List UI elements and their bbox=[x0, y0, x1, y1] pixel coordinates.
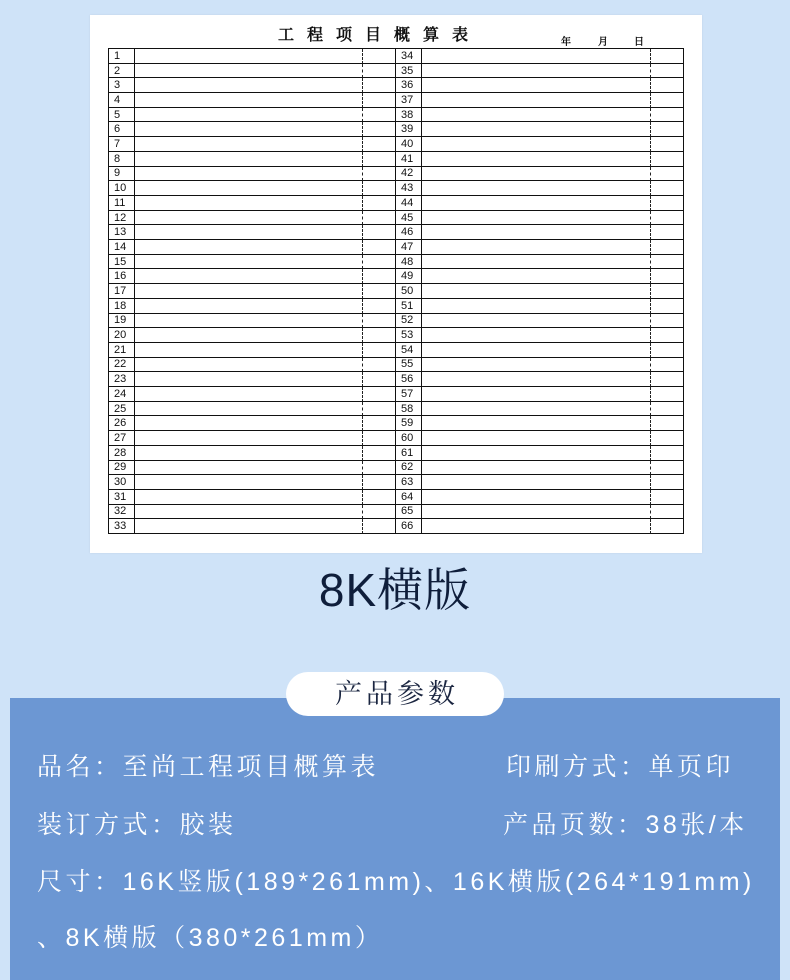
row-number: 64 bbox=[396, 490, 422, 505]
entry-cell bbox=[135, 314, 363, 329]
amount-cell bbox=[651, 284, 684, 299]
date-day-label: 日 bbox=[634, 37, 644, 48]
entry-cell bbox=[422, 461, 651, 476]
entry-cell bbox=[422, 152, 651, 167]
amount-cell bbox=[651, 490, 684, 505]
param-size-line-2: 、8K横版（380*261mm） bbox=[37, 924, 384, 952]
entry-cell bbox=[422, 372, 651, 387]
entry-cell bbox=[422, 358, 651, 373]
row-number: 20 bbox=[109, 328, 135, 343]
amount-cell bbox=[651, 505, 684, 520]
entry-cell bbox=[422, 64, 651, 79]
row-number: 28 bbox=[109, 446, 135, 461]
amount-cell bbox=[363, 64, 396, 79]
amount-cell bbox=[363, 505, 396, 520]
entry-cell bbox=[422, 490, 651, 505]
amount-cell bbox=[363, 108, 396, 123]
entry-cell bbox=[422, 343, 651, 358]
row-number: 26 bbox=[109, 416, 135, 431]
params-heading: 产品参数 bbox=[335, 679, 459, 709]
entry-cell bbox=[135, 328, 363, 343]
row-number: 57 bbox=[396, 387, 422, 402]
row-number: 17 bbox=[109, 284, 135, 299]
row-number: 32 bbox=[109, 505, 135, 520]
row-number: 16 bbox=[109, 269, 135, 284]
row-number: 19 bbox=[109, 314, 135, 329]
entry-cell bbox=[422, 519, 651, 534]
amount-cell bbox=[363, 416, 396, 431]
amount-cell bbox=[651, 461, 684, 476]
amount-cell bbox=[363, 387, 396, 402]
row-number: 7 bbox=[109, 137, 135, 152]
entry-cell bbox=[422, 446, 651, 461]
entry-cell bbox=[135, 343, 363, 358]
row-number: 15 bbox=[109, 255, 135, 270]
amount-cell bbox=[651, 314, 684, 329]
row-number: 34 bbox=[396, 49, 422, 64]
amount-cell bbox=[651, 181, 684, 196]
row-number: 4 bbox=[109, 93, 135, 108]
entry-cell bbox=[135, 64, 363, 79]
entry-cell bbox=[135, 152, 363, 167]
row-number: 33 bbox=[109, 519, 135, 534]
entry-cell bbox=[135, 416, 363, 431]
row-number: 65 bbox=[396, 505, 422, 520]
row-number: 61 bbox=[396, 446, 422, 461]
row-number: 5 bbox=[109, 108, 135, 123]
amount-cell bbox=[651, 152, 684, 167]
entry-cell bbox=[422, 505, 651, 520]
form-title: 工程项目概算表 bbox=[278, 25, 482, 44]
row-number: 31 bbox=[109, 490, 135, 505]
entry-cell bbox=[422, 431, 651, 446]
entry-cell bbox=[422, 416, 651, 431]
entry-cell bbox=[422, 137, 651, 152]
amount-cell bbox=[363, 211, 396, 226]
entry-cell bbox=[422, 240, 651, 255]
entry-cell bbox=[422, 475, 651, 490]
row-number: 1 bbox=[109, 49, 135, 64]
amount-cell bbox=[651, 93, 684, 108]
entry-cell bbox=[135, 225, 363, 240]
amount-cell bbox=[651, 343, 684, 358]
amount-cell bbox=[651, 49, 684, 64]
entry-cell bbox=[422, 211, 651, 226]
amount-cell bbox=[651, 416, 684, 431]
row-number: 9 bbox=[109, 167, 135, 182]
form-paper-sheet bbox=[90, 15, 702, 553]
row-number: 8 bbox=[109, 152, 135, 167]
amount-cell bbox=[363, 490, 396, 505]
amount-cell bbox=[651, 431, 684, 446]
row-number: 63 bbox=[396, 475, 422, 490]
entry-cell bbox=[135, 167, 363, 182]
entry-cell bbox=[135, 490, 363, 505]
entry-cell bbox=[135, 240, 363, 255]
entry-cell bbox=[135, 372, 363, 387]
entry-cell bbox=[135, 255, 363, 270]
entry-cell bbox=[135, 49, 363, 64]
row-number: 47 bbox=[396, 240, 422, 255]
amount-cell bbox=[363, 225, 396, 240]
amount-cell bbox=[363, 402, 396, 417]
amount-cell bbox=[651, 196, 684, 211]
entry-cell bbox=[135, 93, 363, 108]
amount-cell bbox=[651, 402, 684, 417]
amount-cell bbox=[363, 284, 396, 299]
row-number: 54 bbox=[396, 343, 422, 358]
amount-cell bbox=[363, 167, 396, 182]
amount-cell bbox=[651, 387, 684, 402]
amount-cell bbox=[651, 255, 684, 270]
row-number: 29 bbox=[109, 461, 135, 476]
row-number: 50 bbox=[396, 284, 422, 299]
row-number: 12 bbox=[109, 211, 135, 226]
amount-cell bbox=[651, 211, 684, 226]
entry-cell bbox=[422, 167, 651, 182]
row-number: 44 bbox=[396, 196, 422, 211]
row-number: 53 bbox=[396, 328, 422, 343]
row-number: 6 bbox=[109, 122, 135, 137]
entry-cell bbox=[135, 358, 363, 373]
amount-cell bbox=[363, 181, 396, 196]
row-number: 60 bbox=[396, 431, 422, 446]
amount-cell bbox=[363, 49, 396, 64]
amount-cell bbox=[363, 343, 396, 358]
entry-cell bbox=[422, 269, 651, 284]
entry-cell bbox=[422, 78, 651, 93]
entry-cell bbox=[135, 284, 363, 299]
param-product-name: 品名：至尚工程项目概算表 bbox=[37, 753, 380, 781]
amount-cell bbox=[651, 328, 684, 343]
amount-cell bbox=[651, 137, 684, 152]
date-month-label: 月 bbox=[598, 37, 608, 48]
entry-cell bbox=[135, 461, 363, 476]
entry-cell bbox=[422, 387, 651, 402]
row-number: 55 bbox=[396, 358, 422, 373]
row-number: 11 bbox=[109, 196, 135, 211]
entry-cell bbox=[135, 196, 363, 211]
entry-cell bbox=[135, 446, 363, 461]
entry-cell bbox=[135, 78, 363, 93]
row-number: 36 bbox=[396, 78, 422, 93]
amount-cell bbox=[363, 240, 396, 255]
row-number: 2 bbox=[109, 64, 135, 79]
row-number: 48 bbox=[396, 255, 422, 270]
entry-cell bbox=[135, 431, 363, 446]
amount-cell bbox=[363, 122, 396, 137]
amount-cell bbox=[363, 299, 396, 314]
entry-cell bbox=[422, 181, 651, 196]
param-page-count: 产品页数：38张/本 bbox=[503, 811, 748, 839]
row-number: 13 bbox=[109, 225, 135, 240]
entry-cell bbox=[135, 299, 363, 314]
entry-cell bbox=[135, 269, 363, 284]
entry-cell bbox=[422, 299, 651, 314]
amount-cell bbox=[363, 519, 396, 534]
amount-cell bbox=[651, 78, 684, 93]
row-number: 41 bbox=[396, 152, 422, 167]
param-size-line-1: 尺寸：16K竖版(189*261mm)、16K横版(264*191mm) bbox=[37, 868, 755, 896]
entry-cell bbox=[135, 181, 363, 196]
param-printing-method: 印刷方式：单页印 bbox=[506, 753, 735, 781]
param-binding-method: 装订方式：胶装 bbox=[37, 811, 237, 839]
row-number: 25 bbox=[109, 402, 135, 417]
amount-cell bbox=[651, 269, 684, 284]
amount-cell bbox=[363, 137, 396, 152]
row-number: 39 bbox=[396, 122, 422, 137]
entry-cell bbox=[135, 122, 363, 137]
entry-cell bbox=[422, 402, 651, 417]
entry-cell bbox=[422, 122, 651, 137]
params-heading-pill bbox=[286, 672, 504, 716]
row-number: 45 bbox=[396, 211, 422, 226]
amount-cell bbox=[651, 519, 684, 534]
amount-cell bbox=[363, 446, 396, 461]
entry-cell bbox=[135, 387, 363, 402]
entry-cell bbox=[422, 49, 651, 64]
amount-cell bbox=[363, 196, 396, 211]
entry-cell bbox=[135, 137, 363, 152]
amount-cell bbox=[363, 475, 396, 490]
amount-cell bbox=[651, 299, 684, 314]
amount-cell bbox=[363, 328, 396, 343]
amount-cell bbox=[651, 446, 684, 461]
amount-cell bbox=[363, 461, 396, 476]
entry-cell bbox=[422, 328, 651, 343]
amount-cell bbox=[363, 269, 396, 284]
amount-cell bbox=[651, 108, 684, 123]
entry-cell bbox=[422, 225, 651, 240]
row-number: 52 bbox=[396, 314, 422, 329]
amount-cell bbox=[651, 225, 684, 240]
entry-cell bbox=[135, 519, 363, 534]
row-number: 14 bbox=[109, 240, 135, 255]
amount-cell bbox=[651, 372, 684, 387]
row-number: 35 bbox=[396, 64, 422, 79]
row-number: 66 bbox=[396, 519, 422, 534]
row-number: 22 bbox=[109, 358, 135, 373]
entry-cell bbox=[422, 93, 651, 108]
amount-cell bbox=[363, 431, 396, 446]
row-number: 59 bbox=[396, 416, 422, 431]
amount-cell bbox=[651, 475, 684, 490]
amount-cell bbox=[651, 122, 684, 137]
row-number: 40 bbox=[396, 137, 422, 152]
amount-cell bbox=[363, 152, 396, 167]
amount-cell bbox=[363, 78, 396, 93]
amount-cell bbox=[363, 314, 396, 329]
amount-cell bbox=[651, 358, 684, 373]
row-number: 51 bbox=[396, 299, 422, 314]
format-caption: 8K横版 bbox=[318, 564, 472, 616]
entry-cell bbox=[135, 402, 363, 417]
row-number: 10 bbox=[109, 181, 135, 196]
entry-cell bbox=[422, 284, 651, 299]
row-number: 18 bbox=[109, 299, 135, 314]
row-number: 56 bbox=[396, 372, 422, 387]
row-number: 27 bbox=[109, 431, 135, 446]
entry-cell bbox=[422, 314, 651, 329]
product-params-panel bbox=[10, 698, 780, 980]
entry-cell bbox=[135, 108, 363, 123]
entry-cell bbox=[135, 475, 363, 490]
date-year-label: 年 bbox=[561, 37, 571, 48]
amount-cell bbox=[363, 358, 396, 373]
amount-cell bbox=[363, 372, 396, 387]
row-number: 46 bbox=[396, 225, 422, 240]
row-number: 21 bbox=[109, 343, 135, 358]
estimate-table bbox=[108, 48, 684, 534]
amount-cell bbox=[651, 240, 684, 255]
row-number: 38 bbox=[396, 108, 422, 123]
amount-cell bbox=[651, 167, 684, 182]
row-number: 24 bbox=[109, 387, 135, 402]
row-number: 30 bbox=[109, 475, 135, 490]
row-number: 62 bbox=[396, 461, 422, 476]
row-number: 43 bbox=[396, 181, 422, 196]
row-number: 23 bbox=[109, 372, 135, 387]
row-number: 37 bbox=[396, 93, 422, 108]
row-number: 42 bbox=[396, 167, 422, 182]
row-number: 58 bbox=[396, 402, 422, 417]
entry-cell bbox=[422, 255, 651, 270]
row-number: 49 bbox=[396, 269, 422, 284]
entry-cell bbox=[135, 211, 363, 226]
entry-cell bbox=[135, 505, 363, 520]
entry-cell bbox=[422, 108, 651, 123]
amount-cell bbox=[363, 93, 396, 108]
amount-cell bbox=[363, 255, 396, 270]
entry-cell bbox=[422, 196, 651, 211]
amount-cell bbox=[651, 64, 684, 79]
row-number: 3 bbox=[109, 78, 135, 93]
